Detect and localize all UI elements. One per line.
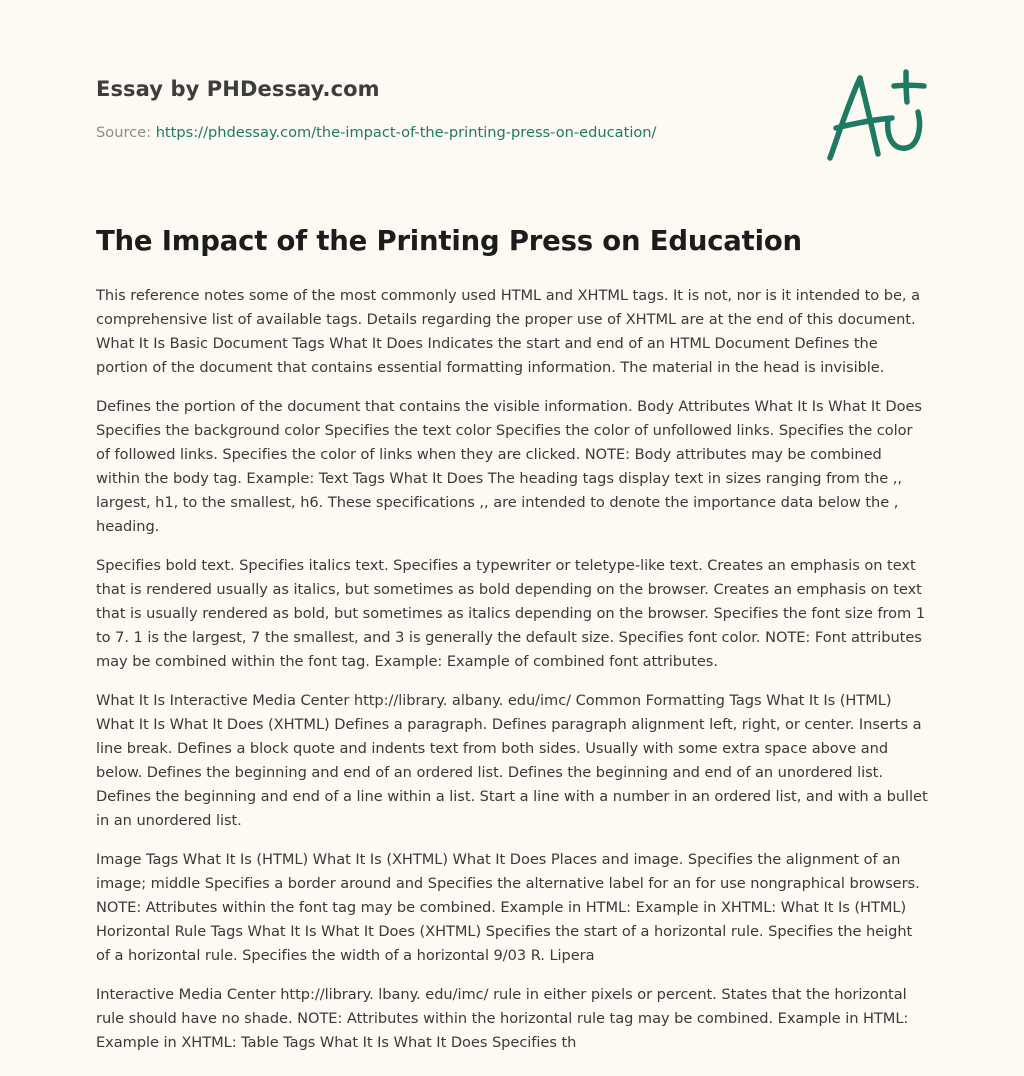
source-label: Source: <box>96 124 156 141</box>
site-brand: Essay by PHDessay.com <box>96 77 380 101</box>
paragraph: Image Tags What It Is (HTML) What It Is (XHTML) What It Does Places and image. Specifies the alignment of an image; middle Specifies a border around and Specifies the alternative label for an for use nongraphical browsers. NOTE: Attributes within the font tag may be combined. Example in HTML: Example in XHTML: What It Is (HTML) Horizontal Rule Tags What It Is What It Does (XHTML) Specifies the start of a horizontal rule. Specifies the height of a horizontal rule. Specifies the width of a horizontal 9/03 R. Lipera <box>96 851 920 964</box>
paragraph: What It Is Interactive Media Center http://library. albany. edu/imc/ Common Formatting Tags What It Is (HTML) What It Is What It Does (XHTML) Defines a paragraph. Defines paragraph alignment left, right, or center. Inserts a line break. Defines a block quote and indents text from both sides. Usually with some extra space above and below. Defines the beginning and end of an ordered list. Defines the beginning and end of an unordered list. Defines the beginning and end of a line within a list. Start a line with a number in an ordered list, and with a bullet in an unordered list. <box>96 692 928 829</box>
article-body <box>96 284 930 1070</box>
paragraph: Interactive Media Center http://library. lbany. edu/imc/ rule in either pixels or percent. States that the horizontal rule should have no shade. NOTE: Attributes within the horizontal rule tag may be combined. Example in HTML: Example in XHTML: Table Tags What It Is What It Does Specifies th <box>96 986 909 1051</box>
paragraph: This reference notes some of the most commonly used HTML and XHTML tags. It is not, nor is it intended to be, a comprehensive list of available tags. Details regarding the proper use of XHTML are at the end of this document. What It Is Basic Document Tags What It Does Indicates the start and end of an HTML Document Defines the portion of the document that contains essential formatting information. The material in the head is invisible. <box>96 287 920 376</box>
source-link[interactable]: https://phdessay.com/the-impact-of-the-printing-press-on-education/ <box>155 124 657 141</box>
source-line <box>96 124 656 141</box>
a-plus-logo <box>822 66 932 166</box>
paragraph: Specifies bold text. Specifies italics text. Specifies a typewriter or teletype-like text. Creates an emphasis on text that is rendered usually as italics, but sometimes as bold depending on the browser. Creates an emphasis on text that is usually rendered as bold, but sometimes as italics depending on the browser. Specifies the font size from 1 to 7. 1 is the largest, 7 the smallest, and 3 is generally the default size. Specifies font color. NOTE: Font attributes may be combined within the font tag. Example: Example of combined font attributes. <box>96 557 926 670</box>
paragraph: Defines the portion of the document that contains the visible information. Body Attributes What It Is What It Does Specifies the background color Specifies the text color Specifies the color of unfollowed links. Specifies the color of followed links. Specifies the color of links when they are clicked. NOTE: Body attributes may be combined within the body tag. Example: Text Tags What It Does The heading tags display text in sizes ranging from the ,, largest, h1, to the smallest, h6. These specifications ,, are intended to denote the importance data below the , heading. <box>96 398 922 535</box>
article-title: The Impact of the Printing Press on Education <box>96 225 802 257</box>
